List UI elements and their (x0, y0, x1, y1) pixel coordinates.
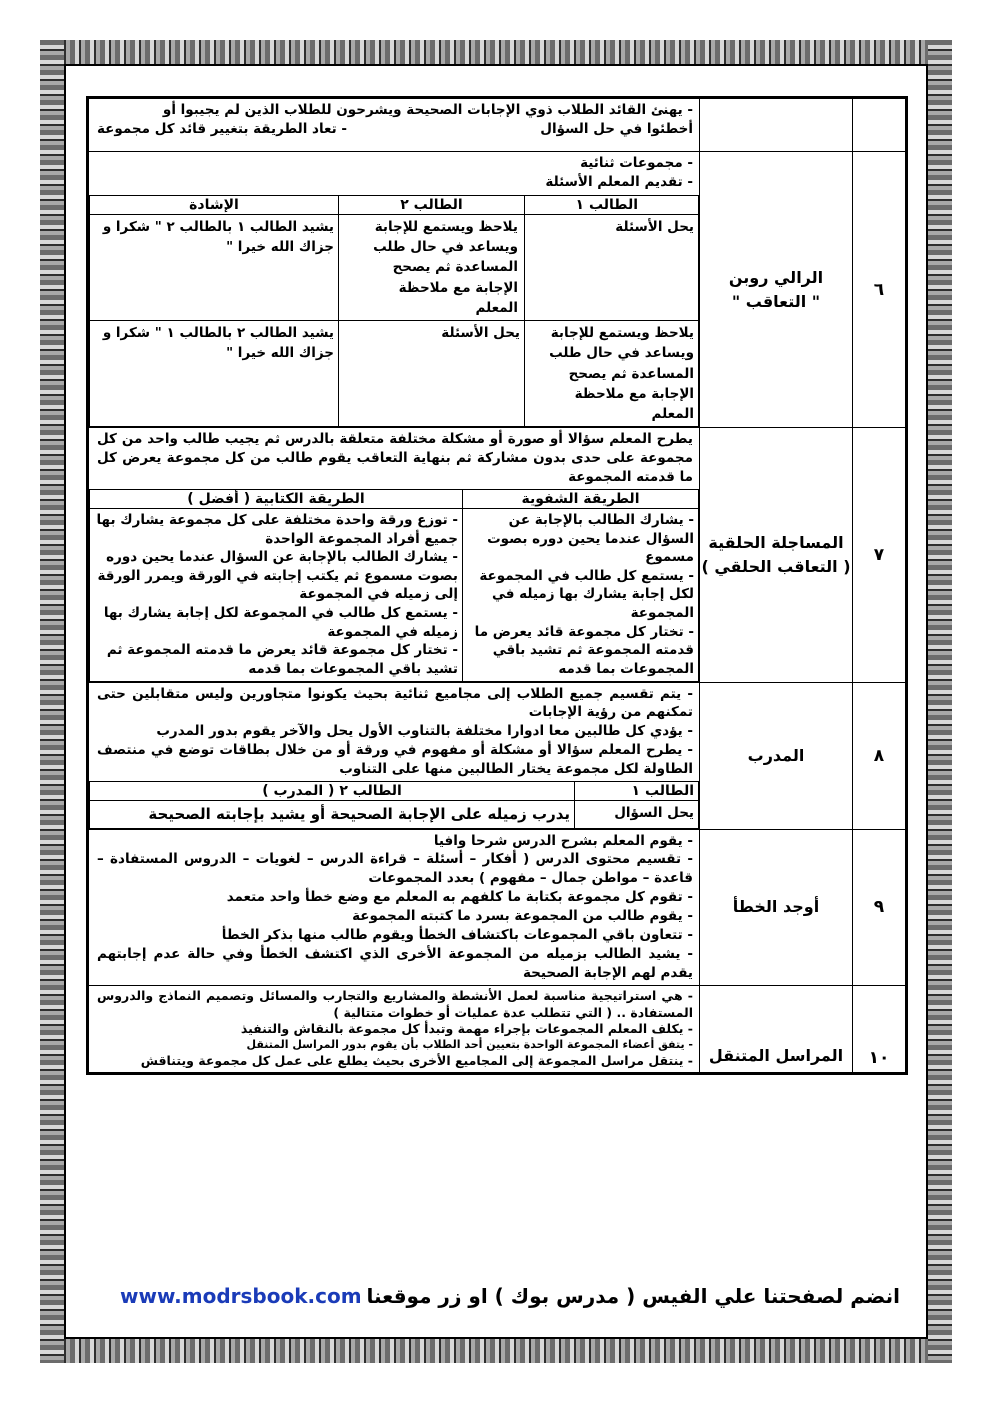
description-text: أخطئوا في حل السؤال (540, 120, 693, 137)
list-item: - يستمع كل طالب في المجموعة لكل إجابة يشارك بها زميله في المجموعة (479, 567, 694, 622)
roles-table (89, 781, 699, 829)
row-number: ١٠ (853, 985, 907, 1073)
list-item: - تختار كل مجموعة قائد يعرض ما قدمته المجموعة ثم تشيد باقي المجموعات بما قدمه (106, 642, 458, 677)
strategies-page (86, 96, 908, 1075)
table-row (88, 428, 907, 682)
description-line: - تقسيم محتوى الدرس ( أفكار – أسئلة – قراءة الدرس – لغويات – الدروس المستفادة – قاعدة – مواطن جمال – مفهوم ) بعدد المجموعات (97, 851, 693, 887)
roles-table (89, 195, 699, 428)
table-row (88, 682, 907, 829)
table-row (90, 321, 699, 427)
strategy-description (88, 682, 700, 829)
row-number (853, 98, 907, 152)
description-line: - تتعاون باقي المجموعات باكتشاف الخطأ ويقوم طالب منها بذكر الخطأ (221, 926, 693, 943)
description-text: - تعاد الطريقة بتغيير قائد كل مجموعة (97, 120, 348, 137)
description-line: - هي استراتيجية مناسبة لعمل الأنشطة والمشاريع والتجارب والمسائل وتصميم النماذج والدروس المستفادة .. ( التي تتطلب عدة عمليات أو خطوات متتالية ) (97, 987, 693, 1020)
table-cell: يحل السؤال (575, 801, 699, 829)
strategy-name: المراسل المتنقل (700, 985, 853, 1073)
description-line (97, 120, 693, 139)
strategies-table (86, 96, 908, 1075)
table-cell: يدرب زميله على الإجابة الصحيحة أو يشيد بإجابته الصحيحة (90, 801, 575, 829)
strategy-name (700, 98, 853, 152)
column-header: الطالب ١ (525, 195, 699, 214)
table-header-row (90, 489, 699, 508)
description-line: - تقوم كل مجموعة بكتابة ما كلفهم به المعلم مع وضع خطأ واحد متعمد (226, 889, 693, 906)
decorative-border-right (928, 40, 952, 1363)
column-header: الطريقة الكتابية ( أفضل ) (90, 489, 463, 508)
footer-website-link[interactable]: www.modrsbook.com (120, 1284, 362, 1308)
column-header: الإشادة (90, 195, 339, 214)
list-item: - يشارك الطالب بالإجابة عن السؤال عندما يحين دوره بصوت مسموع (487, 511, 694, 566)
strategy-name: الرالي روبن " التعاقب " (700, 152, 853, 428)
description-line: - يتم تقسيم جميع الطلاب إلى مجاميع ثنائية بحيث يكونوا متجاورين وليس متقابلين حتى تمكنهم من رؤية الإجابات (97, 685, 693, 721)
table-row (88, 98, 907, 152)
table-cell (463, 508, 699, 681)
description-line: - تقديم المعلم الأسئلة (545, 173, 693, 190)
column-header: الطالب ١ (575, 782, 699, 801)
strategy-description (88, 428, 700, 682)
description-line: - يتفق أعضاء المجموعة الواحدة بتعيين أحد الطلاب بأن يقوم بدور المراسل المتنقل (246, 1038, 693, 1052)
description-line: - يشيد الطالب بزميله من المجموعة الأخرى الذي اكتشف الخطأ وفي حالة عدم إجابتهم يقدم لهم الإجابة الصحيحة (97, 945, 693, 981)
row-number: ٨ (853, 682, 907, 829)
strategy-description (88, 152, 700, 428)
row-number: ٦ (853, 152, 907, 428)
table-row (88, 829, 907, 985)
list-item: - تختار كل مجموعة قائد يعرض ما قدمته المجموعة ثم تشيد باقي المجموعات بما قدمه (474, 623, 694, 677)
methods-table (89, 489, 699, 682)
column-header: الطالب ٢ (339, 195, 525, 214)
strategy-name: المدرب (700, 682, 853, 829)
strategy-description (88, 985, 700, 1073)
description-line: - يطرح المعلم سؤالا أو مشكلة أو مفهوم في ورقة أو من خلال بطاقات توضع في منتصف الطاولة لكل مجموعة يختار الطالبين منها على التناوب (97, 742, 693, 778)
table-row (90, 214, 699, 320)
description-line: - يكلف المعلم المجموعات بإجراء مهمة وتبدأ كل مجموعة بالنقاش والتنفيذ (240, 1021, 693, 1037)
table-row (90, 508, 699, 681)
strategy-name: المساجلة الحلقية ( التعاقب الحلقي ) (700, 428, 853, 682)
strategy-name: أوجد الخطأ (700, 829, 853, 985)
table-header-row (90, 195, 699, 214)
description-line: - مجموعات ثنائية (580, 155, 693, 171)
row-number: ٩ (853, 829, 907, 985)
table-cell: يشيد الطالب ١ بالطالب ٢ " شكرا و جزاك الله خيرا " (90, 214, 339, 320)
footer-join-text: انضم لصفحتنا علي الفيس ( مدرس بوك ) او زر موقعنا (366, 1284, 900, 1308)
list-item: - توزع ورقة واحدة مختلفة على كل مجموعة يشارك بها جميع أفراد المجموعة الواحدة (96, 511, 458, 547)
table-cell (90, 508, 463, 681)
list-item: - يستمع كل طالب في المجموعة لكل إجابة يشارك بها زميله في المجموعة (103, 605, 458, 640)
list-item: - يشارك الطالب بالإجابة عن السؤال عندما يحين دوره بصوت مسموع ثم يكتب إجابته في الورقة ويمرر الورقة إلى زميله في المجموعة (97, 549, 458, 603)
table-cell: يلاحظ ويستمع للإجابة ويساعد في حال طلب المساعدة ثم يصحح الإجابة مع ملاحظة المعلم (339, 214, 525, 320)
row-number: ٧ (853, 428, 907, 682)
table-cell: يحل الأسئلة (339, 321, 525, 427)
table-cell: يشيد الطالب ٢ بالطالب ١ " شكرا و جزاك الله خيرا " (90, 321, 339, 427)
description-line: - يقوم طالب من المجموعة بسرد ما كتبته المجموعة (352, 908, 693, 925)
decorative-border-left (40, 40, 64, 1363)
table-header-row (90, 782, 699, 801)
table-cell: يلاحظ ويستمع للإجابة ويساعد في حال طلب المساعدة ثم يصحح الإجابة مع ملاحظة المعلم (525, 321, 699, 427)
description-line: - يؤدي كل طالبين معا ادوارا مختلفة بالتناوب الأول يحل والآخر يقوم بدور المدرب (156, 723, 693, 740)
footer (120, 1284, 900, 1310)
table-row (88, 152, 907, 428)
description-line: - يهنئ القائد الطلاب ذوي الإجابات الصحيحة ويشرحون للطلاب الذين لم يجيبوا أو (162, 102, 693, 118)
description-line: يطرح المعلم سؤالا أو صورة أو مشكلة مختلفة متعلقة بالدرس ثم يجيب طالب واحد من كل مجموعة على حدى بدون مشاركة ثم بنهاية التعاقب يقوم طالب من كل مجموعة يعرض كل ما قدمته المجموعة (97, 431, 693, 486)
description-line: - ينتقل مراسل المجموعة إلى المجاميع الأخرى بحيث يطلع على عمل كل مجموعة ويتناقش (140, 1053, 693, 1069)
description-line: - يقوم المعلم بشرح الدرس شرحا وافيا (433, 832, 693, 849)
table-row (88, 985, 907, 1073)
table-row (90, 801, 699, 829)
column-header: الطالب ٢ ( المدرب ) (90, 782, 575, 801)
table-cell: يحل الأسئلة (525, 214, 699, 320)
strategy-description (88, 829, 700, 985)
strategy-description (88, 98, 700, 152)
column-header: الطريقة الشفوية (463, 489, 699, 508)
